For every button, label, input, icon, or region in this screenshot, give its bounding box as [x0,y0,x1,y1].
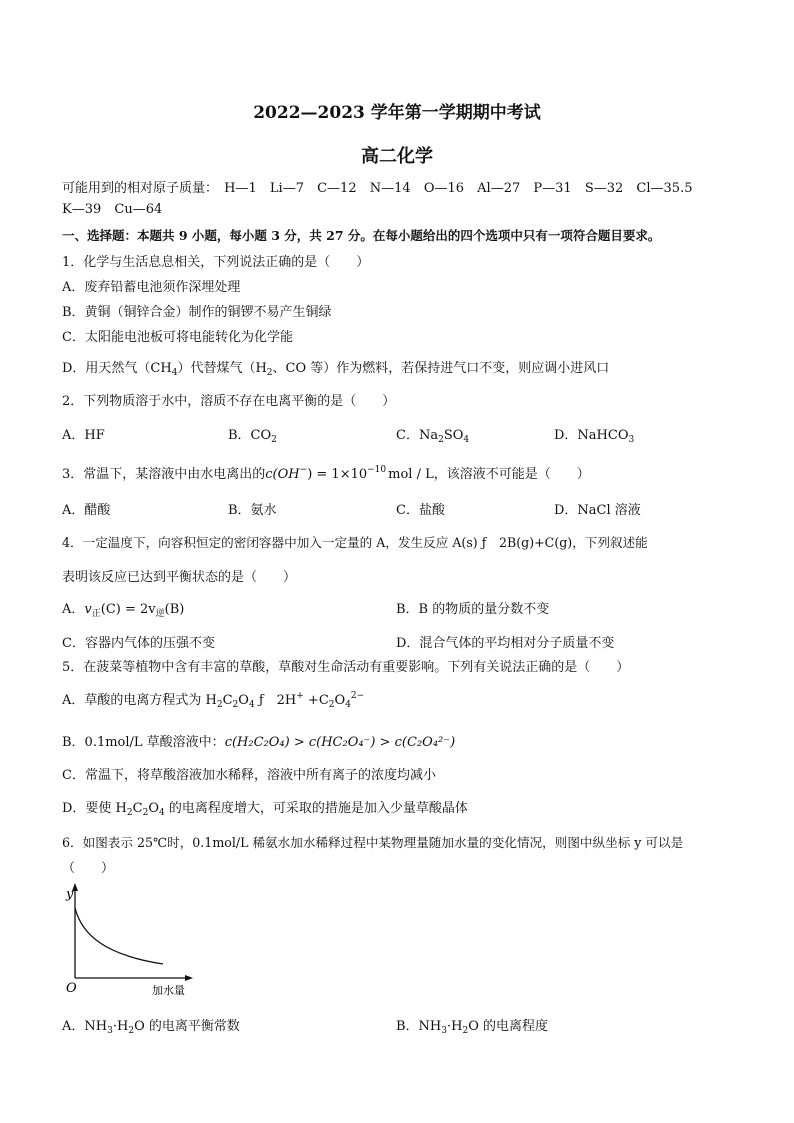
graph-curve [75,908,163,964]
q5-a-sup2: 2− [350,691,365,701]
q1-d-sub1: 4 [171,368,178,378]
q5-a-t1: A．草酸的电离方程式为 H [62,693,217,708]
q2-stem: 2．下列物质溶于水中，溶质不存在电离平衡的是（ ） [62,394,396,409]
q5-a-t4: ƒ 2H [254,693,297,708]
q4-stem-line2: 表明该反应已达到平衡状态的是（ ） [62,570,297,585]
q5-d-t3: O [148,801,159,816]
graph-y-label: y [66,887,74,902]
q6-a-s2: 2 [128,1026,135,1036]
q4-a-sub2: 逆 [155,609,165,619]
q2-c-sub1: 2 [438,435,444,445]
mass-k: K—39 [62,202,102,217]
q5-a-sup1: + [296,691,304,701]
q1-option-b: B．黄铜（铜锌合金）制作的铜锣不易产生铜绿 [62,305,332,320]
q5-option-c: C．常温下，将草酸溶液加水稀释，溶液中所有离子的浓度均减小 [62,768,436,783]
q1-d-text3: 、CO 等）作为燃料，若保持进气口不变，则应调小进风口 [272,361,610,376]
q2-c-text2: SO [443,428,464,443]
mass-s: S—32 [584,181,624,196]
mass-n: N—14 [369,181,411,196]
q1-d-text2: ）代替煤气（H [177,361,267,376]
q5-a-t2: C [222,693,233,708]
q6-b-t3: O 的电离程度 [468,1019,549,1034]
q4-a-label: A． [62,602,85,617]
q5-d-t1: D．要使 H [62,801,127,816]
q3-option-b: B．氨水 [228,503,277,518]
q5-a-t6: O [334,693,346,708]
q4-option-a [62,598,184,619]
q3-stem-text: 3．常温下，某溶液中由水电离出的 [62,467,266,482]
q2-c-sub2: 4 [463,435,470,445]
q3-expr-eq: ) = 1×10 [307,467,368,482]
q6-option-a [62,1015,240,1036]
q4-a-mid: (C) = 2v [100,602,156,617]
q6-stem: 6．如图表示 25℃时，0.1mol/L 稀氨水加水稀释过程中某物理量随加水量的变化情况，则图中纵坐标 y 可以是 [62,835,684,850]
q2-option-b [228,424,277,445]
atomic-masses-label: 可能用到的相对原子质量： [62,181,219,196]
graph-x-arrow [185,975,193,981]
graph-x-label: 加水量 [152,984,185,997]
mass-c: C—12 [317,181,357,196]
q4-stem: 4．一定温度下，向容积恒定的密闭容器中加入一定量的 A，发生反应 A(s) ƒ 2B(g)+C(g)，下列叙述能 [62,535,648,550]
q5-b-expr: c(H₂C₂O₄) > c(HC₂O₄⁻) > c(C₂O₄²⁻) [224,735,456,750]
q5-a-s4: 2 [328,700,335,710]
q1-stem: 1．化学与生活息息相关，下列说法正确的是（ ） [62,255,370,270]
q5-a-s3: 4 [248,700,255,710]
q2-c-text1: C．Na [396,428,439,443]
q1-option-d [62,357,609,378]
q3-expr-c: c(OH [265,467,300,482]
q2-b-sub: 2 [271,435,277,445]
q5-a-t5: +C [303,693,329,708]
mass-o: O—16 [423,181,465,196]
q1-d-text1: D．用天然气（CH [62,361,172,376]
q3-expr-sup: − [299,465,308,475]
q6-graph [60,880,200,1000]
mass-cl: Cl—35.5 [636,181,693,196]
q3-stem-end: ，该溶液不可能是（ ） [433,467,590,482]
q5-d-s3: 4 [159,808,165,818]
q5-a-s2: 2 [232,700,239,710]
q2-b-text: B．CO [228,428,272,443]
q4-option-d: D．混合气体的平均相对分子质量不变 [396,636,615,651]
q4-option-b: B．B 的物质的量分数不变 [396,602,550,617]
q1-option-a: A．废弃铅蓄电池须作深埋处理 [62,280,241,295]
q3-option-c: C．盐酸 [396,503,445,518]
q4-option-c: C．容器内气体的压强不变 [62,636,215,651]
q6-option-b [396,1015,548,1036]
mass-cu: Cu—64 [114,202,163,217]
q5-a-s5: 4 [345,700,351,710]
q5-d-t4: 的电离程度增大，可采取的措施是加入少量草酸晶体 [164,801,468,816]
q2-option-d [554,424,634,445]
mass-h: H—1 [224,181,257,196]
q6-a-s1: 3 [107,1026,113,1036]
q3-expr-exp: −10 [367,465,387,475]
q2-d-text: D．NaHCO [554,428,629,443]
atomic-masses-line1 [62,177,692,196]
mass-al: Al—27 [477,181,521,196]
q5-d-t2: C [132,801,143,816]
q5-d-s2: 2 [142,808,149,818]
q5-stem: 5．在菠菜等植物中含有丰富的草酸，草酸对生命活动有重要影响。下列有关说法正确的是（ ） [62,660,630,675]
q1-option-c: C．太阳能电池板可将电能转化为化学能 [62,330,293,345]
q1-d-sub2: 2 [266,368,273,378]
q6-b-s2: 2 [462,1026,469,1036]
q4-a-v1: v [84,602,92,617]
graph-origin-label: O [66,981,77,996]
q6-a-t1: A．NH [62,1019,108,1034]
q3-option-a: A．醋酸 [62,503,111,518]
q6-a-t2: ·H [112,1019,129,1034]
q6-b-s1: 3 [441,1026,447,1036]
mass-li: Li—7 [269,181,304,196]
exam-title: 2022—2023 学年第一学期期中考试 [253,103,541,123]
q3-option-d: D．NaCl 溶液 [554,503,641,518]
atomic-masses-line2 [62,202,162,217]
q6-b-t1: B．NH [396,1019,442,1034]
q2-option-a: A．HF [62,428,105,443]
q5-a-s1: 2 [216,700,223,710]
q4-a-end: (B) [164,602,185,617]
q5-option-a [62,689,364,710]
q2-option-c [396,424,469,445]
q5-a-t3: O [238,693,249,708]
section-heading: 一、选择题：本题共 9 小题，每小题 3 分，共 27 分。在每小题给出的四个选项中只有一项符合题目要求。 [62,228,661,243]
q5-d-s1: 2 [126,808,133,818]
q5-b-text: B．0.1mol/L 草酸溶液中： [62,735,225,750]
q5-option-b [62,731,455,750]
mass-p: P—31 [533,181,572,196]
q3-stem [62,463,590,482]
q6-stem-line2: （ ） [62,861,115,876]
q2-d-sub: 3 [628,435,635,445]
q3-expr-unit: mol / L [388,467,434,482]
q5-option-d [62,797,468,818]
exam-subject: 高二化学 [361,146,433,167]
q6-b-t2: ·H [447,1019,463,1034]
q4-a-sub1: 正 [91,609,101,619]
q6-a-t3: O 的电离平衡常数 [134,1019,240,1034]
